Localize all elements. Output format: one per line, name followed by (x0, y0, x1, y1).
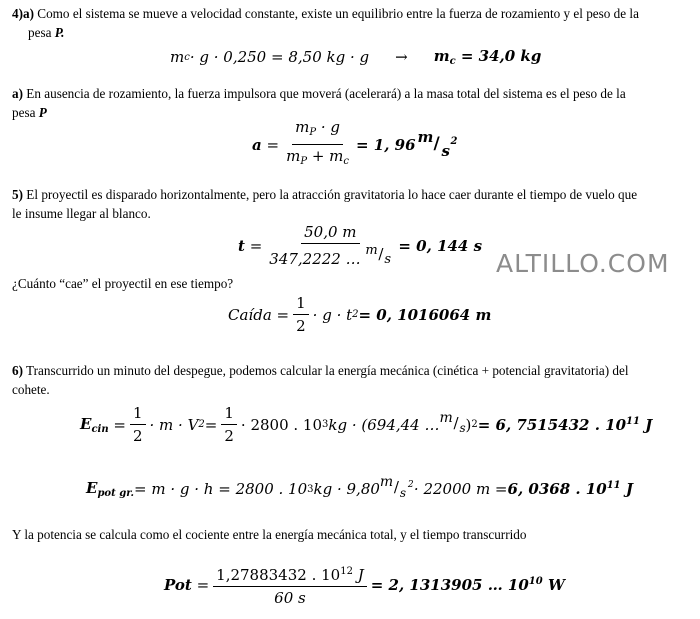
arrow-icon: → (395, 48, 408, 66)
equation-potential-energy: $E_{pot gr.}$ = m · g · h = 2800 . 10 3 kg · 9,80 m / s 2 · 22000 m = 6, 0368 . $10^{11}$ J (86, 474, 633, 500)
fraction: $\frac{1,27883432 . 10^{12} J}{60 s}$ (213, 563, 367, 607)
unit-m-per-s2: m / s 2 (417, 127, 458, 160)
item-number: 5) (12, 187, 23, 202)
paragraph-continuation: cohete. (12, 382, 50, 397)
equation-power: Pot = $\frac{1,27883432 . 10^{12} J}{60 s}$ = 2, 1313905 … $10^{10}$ W (164, 563, 565, 607)
paragraph-a (12, 84, 684, 122)
paragraph-text: En ausencia de rozamiento, la fuerza impulsora que moverá (acelerará) a la masa total del sistema es el peso de la (23, 86, 626, 101)
paragraph-text: Como el sistema se mueve a velocidad constante, existe un equilibrio entre la fuerza de rozamiento y el peso de la (33, 6, 639, 21)
fraction-half: $\frac{1}{2}$ (293, 294, 309, 335)
fraction: $\frac{m_P \cdot g}{m_P + m_c}$ (286, 118, 349, 167)
paragraph-potencia: Y la potencia se calcula como el cociente entre la energía mecánica total, y el tiempo transcurrido (12, 527, 527, 542)
equation-kinetic-energy: $E_{cin}$ = $\frac{1}{2}$ · m · V 2 = $\frac{1}{2}$ · 2800 . 10 3 kg · (694,44 … m / s ) 2 = 6, 7515432 . $10^{11}$ J (80, 404, 653, 445)
watermark-logo: ALTILLO.COM (496, 249, 670, 278)
equation-caida: Caída = $\frac{1}{2}$ · g · t 2 = 0, 1016064 m (228, 294, 492, 335)
paragraph-text: El proyectil es disparado horizontalmente, pero la atracción gravitatoria lo hace caer durante el tiempo de vuelo que (23, 187, 638, 202)
fraction-half: $\frac{1}{2}$ (130, 404, 146, 445)
paragraph-continuation: pesa P (12, 105, 47, 120)
paragraph-text: Transcurrido un minuto del despegue, podemos calcular la energía mecánica (cinética + potencial gravitatoria) del (23, 363, 629, 378)
paragraph-continuation: le insume llegar al blanco. (12, 206, 151, 221)
item-number: 4)a) (12, 6, 34, 21)
fraction: 50,0 m 347,2222 … m / s (269, 223, 392, 268)
equation-mass-c: m c · g · 0,250 = 8,50 kg · g → $m_c = 34,0$ kg (170, 47, 542, 67)
paragraph-5 (12, 185, 684, 223)
paragraph-4a (12, 4, 684, 42)
item-number: a) (12, 86, 23, 101)
question-caida: ¿Cuánto “cae” el proyectil en ese tiempo? (12, 276, 234, 291)
paragraph-continuation: pesa P. (28, 25, 65, 40)
paragraph-6 (12, 361, 684, 399)
item-number: 6) (12, 363, 23, 378)
equation-time: t = 50,0 m 347,2222 … m / s = 0, 144 s (238, 223, 483, 268)
equation-acceleration: a = $\frac{m_P \cdot g}{m_P + m_c}$ = 1, 96 m / s 2 (252, 118, 458, 171)
fraction-half: $\frac{1}{2}$ (221, 404, 237, 445)
